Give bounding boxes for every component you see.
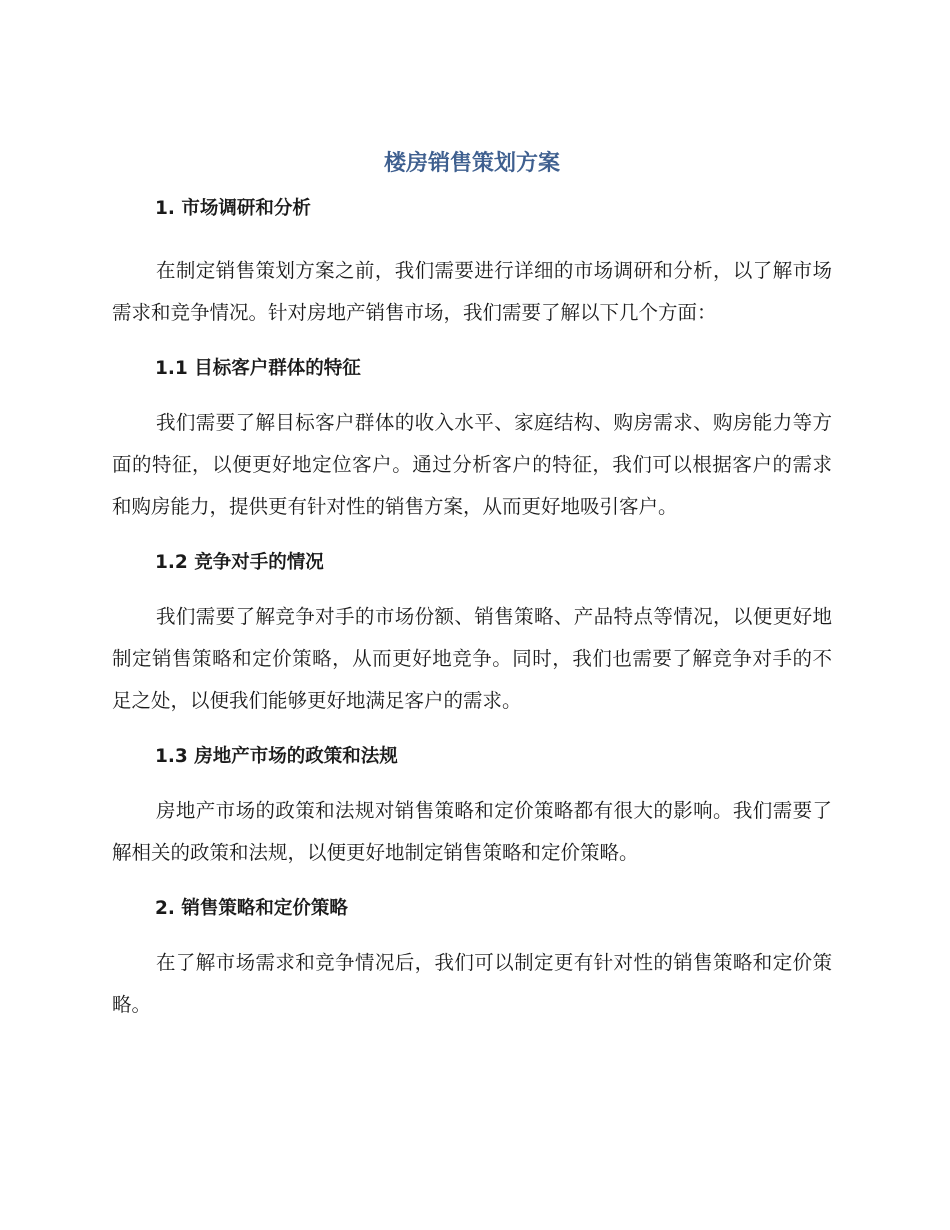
document-page [112,146,832,1026]
section-paragraph-sales-pricing: 在了解市场需求和竞争情况后，我们可以制定更有针对性的销售策略和定价策略。 [112,951,832,1016]
section-heading-market-research: 1. 市场调研和分析 [155,198,311,219]
section-paragraph-policies: 房地产市场的政策和法规对销售策略和定价策略都有很大的影响。我们需要了解相关的政策和法规，以便更好地制定销售策略和定价策略。 [112,799,832,864]
section-heading-target-customers: 1.1 目标客户群体的特征 [155,358,361,379]
section-heading-policies: 1.3 房地产市场的政策和法规 [155,746,398,767]
section-heading-competitors: 1.2 竞争对手的情况 [155,552,324,573]
section-paragraph-competitors: 我们需要了解竞争对手的市场份额、销售策略、产品特点等情况，以便更好地制定销售策略和定价策略，从而更好地竞争。同时，我们也需要了解竞争对手的不足之处，以便我们能够更好地满足客户的需求。 [112,605,832,712]
section-heading-sales-pricing: 2. 销售策略和定价策略 [155,898,348,919]
section-paragraph-market-research: 在制定销售策划方案之前，我们需要进行详细的市场调研和分析，以了解市场需求和竞争情况。针对房地产销售市场，我们需要了解以下几个方面： [112,259,832,324]
document-title: 楼房销售策划方案 [383,151,560,176]
section-paragraph-target-customers: 我们需要了解目标客户群体的收入水平、家庭结构、购房需求、购房能力等方面的特征，以便更好地定位客户。通过分析客户的特征，我们可以根据客户的需求和购房能力，提供更有针对性的销售方案，从而更好地吸引客户。 [112,411,832,518]
